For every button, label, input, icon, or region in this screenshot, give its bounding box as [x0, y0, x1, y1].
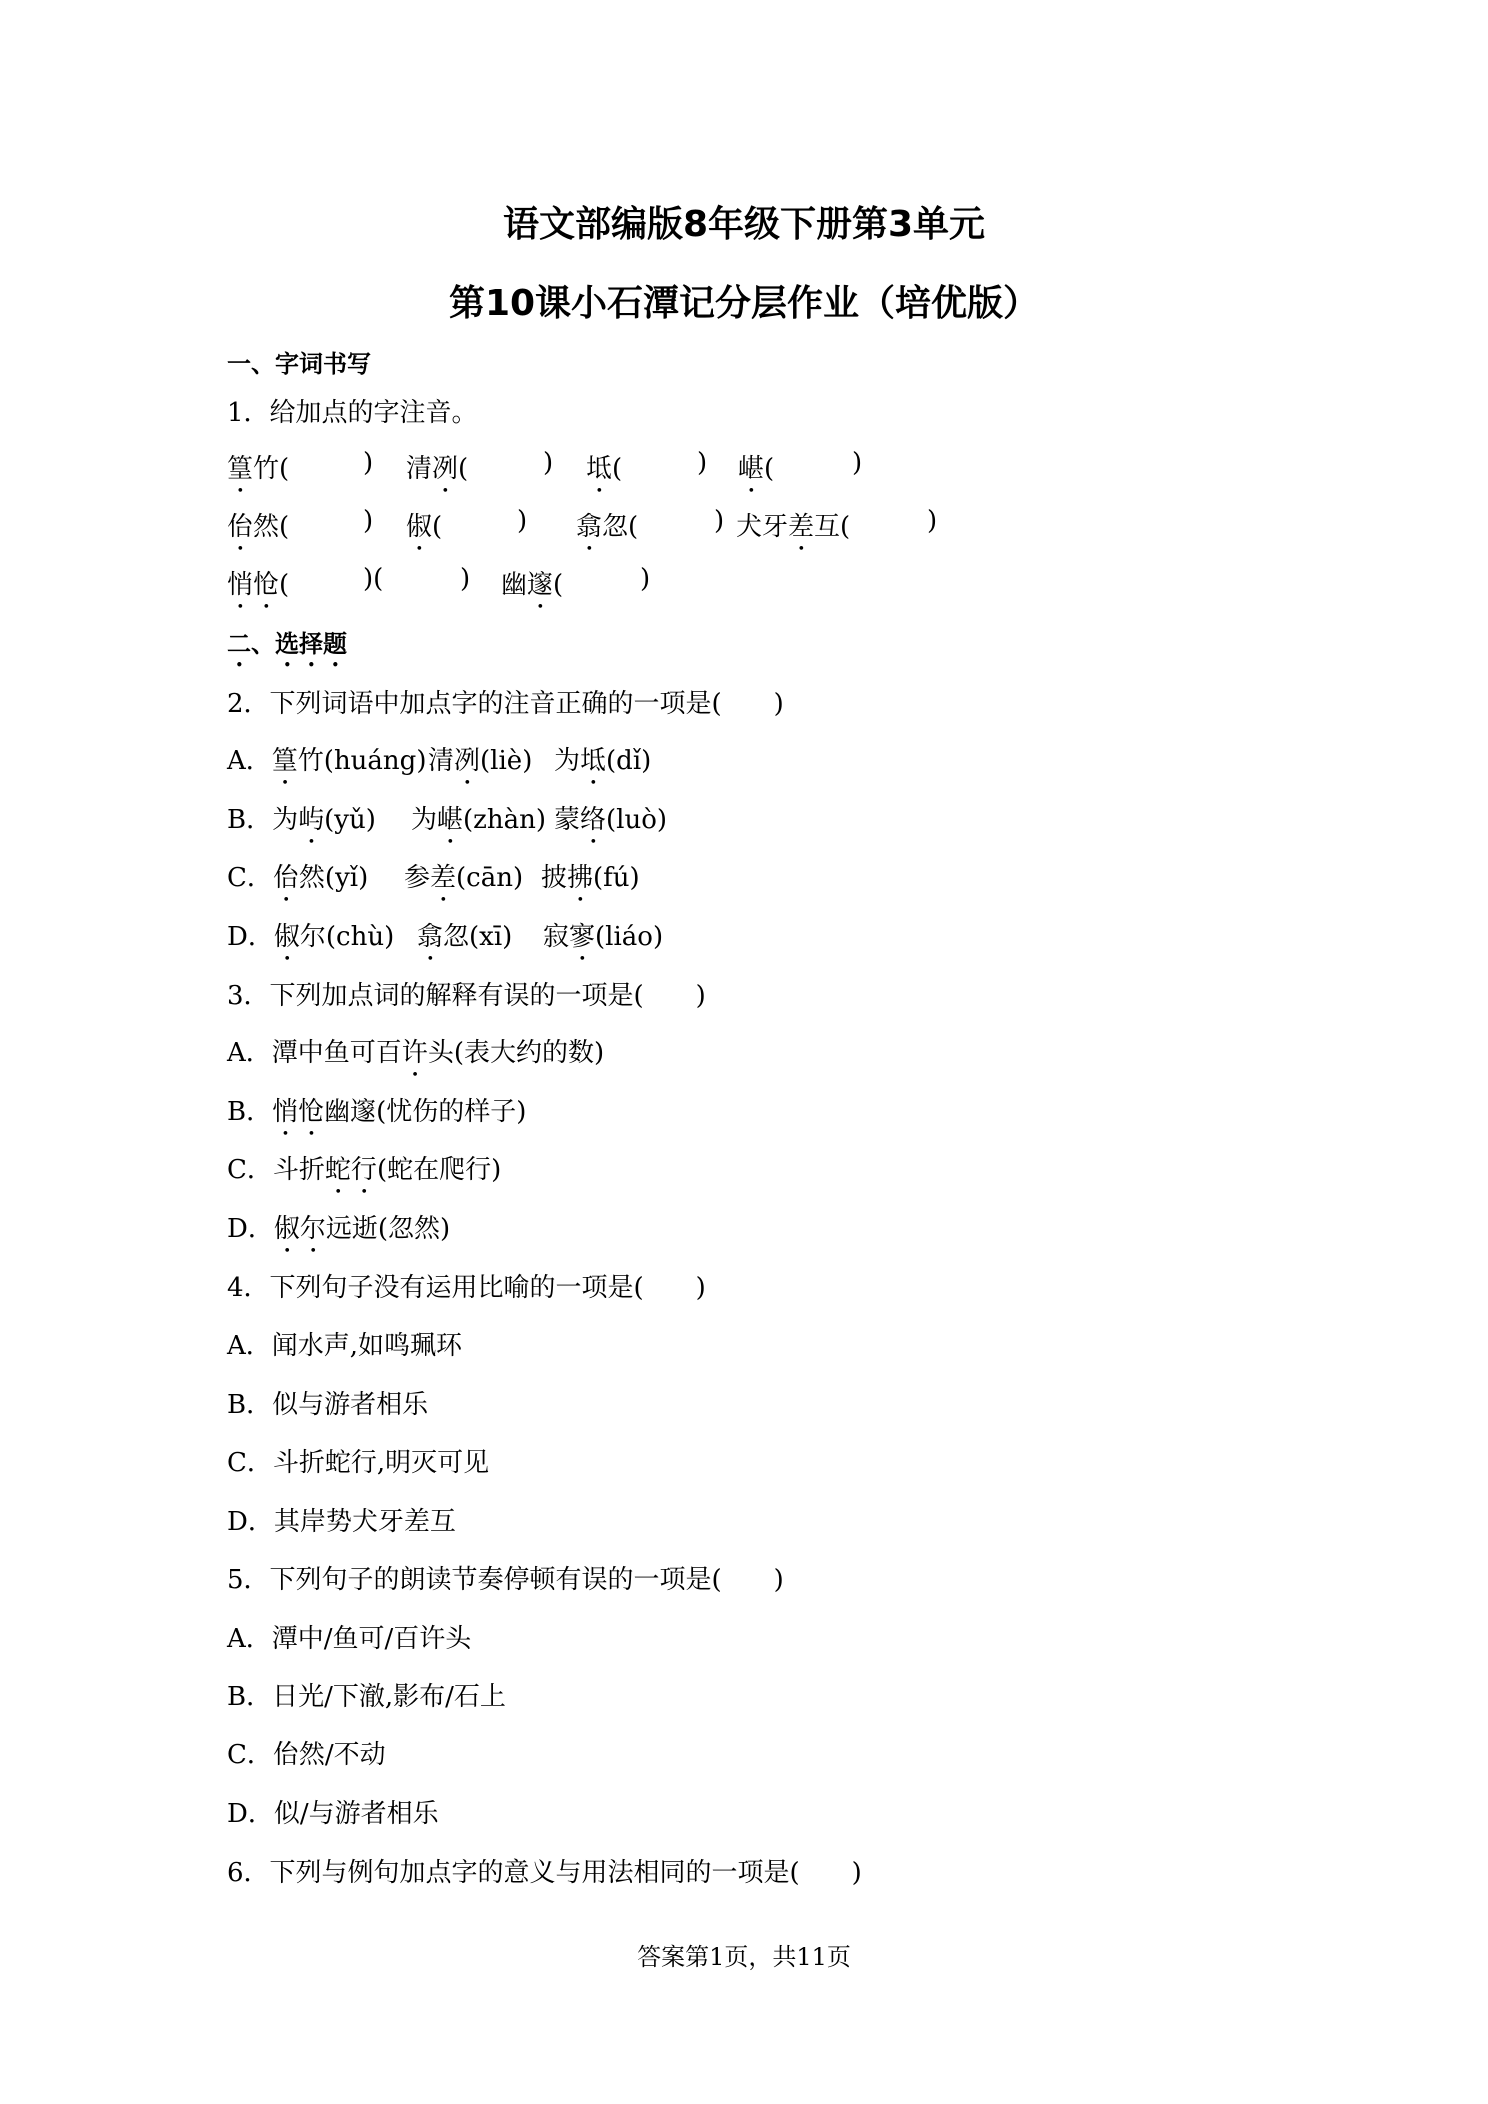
q4-option-a: A．闻水声,如鸣珮环	[227, 1331, 463, 1361]
q1-item-2: 清冽(	[406, 454, 469, 484]
q1-item-3: 坻(	[586, 454, 623, 484]
q1-item-1-close: )	[363, 448, 374, 478]
q1-item-7-close: )	[714, 506, 725, 536]
q5-option-b: B．日光/下澈,影布/石上	[227, 1682, 506, 1712]
q1-item-8-close: )	[927, 506, 938, 536]
q4-option-d: D．其岸势犬牙差互	[227, 1507, 456, 1537]
q1-item-6: 俶(	[406, 512, 443, 542]
q2-option-c: C．佁然(yǐ)	[227, 863, 369, 893]
q2-option-a-item3: 为坻(dǐ)	[554, 746, 652, 776]
question-4-stem: 4．下列句子没有运用比喻的一项是( )	[227, 1273, 706, 1303]
question-2-stem: 2．下列词语中加点字的注音正确的一项是( )	[227, 689, 784, 719]
q5-option-d: D．似/与游者相乐	[227, 1799, 439, 1829]
q5-option-a: A．潭中/鱼可/百许头	[227, 1624, 472, 1654]
q2-option-d-item3: 寂寥(liáo)	[543, 922, 664, 952]
q1-item-7: 翕忽(	[576, 512, 639, 542]
q2-option-a: A．篁竹(huáng)	[227, 746, 427, 776]
q1-item-6-close: )	[517, 506, 528, 536]
q1-item-10: 幽邃(	[501, 570, 564, 600]
q1-item-5: 佁然(	[227, 512, 290, 542]
question-6-stem: 6．下列与例句加点字的意义与用法相同的一项是( )	[227, 1858, 862, 1888]
q2-option-a-item2: 清冽(liè)	[428, 746, 533, 776]
q1-item-4: 嵁(	[738, 454, 775, 484]
q4-option-c: C．斗折蛇行,明灭可见	[227, 1448, 490, 1478]
q1-item-10-close: )	[640, 564, 651, 594]
q1-item-8: 犬牙差互(	[736, 512, 851, 542]
q2-option-b-item2: 为嵁(zhàn)	[411, 805, 547, 835]
q2-option-c-item3: 披拂(fú)	[541, 863, 640, 893]
q5-option-c: C．佁然/不动	[227, 1740, 386, 1770]
q3-option-c: C．斗折蛇行(蛇在爬行)	[227, 1155, 502, 1185]
section-heading-vocabulary: 一、字词书写	[227, 350, 371, 378]
q1-item-2-close: )	[543, 448, 554, 478]
q2-option-d: D．俶尔(chù)	[227, 922, 395, 952]
q1-item-9-mid: )(	[363, 564, 384, 594]
q3-option-a: A．潭中鱼可百许头(表大约的数)	[227, 1038, 605, 1068]
q2-option-b-item3: 蒙络(luò)	[554, 805, 668, 835]
q3-option-d: D．俶尔远逝(忽然)	[227, 1214, 451, 1244]
question-3-stem: 3．下列加点词的解释有误的一项是( )	[227, 981, 706, 1011]
q3-option-b: B．悄怆幽邃(忧伤的样子)	[227, 1097, 527, 1127]
q1-item-5-close: )	[363, 506, 374, 536]
document-title-line1: 语文部编版8年级下册第3单元	[502, 204, 986, 245]
document-title-line2: 第10课小石潭记分层作业（培优版）	[448, 283, 1040, 324]
question-5-stem: 5．下列句子的朗读节奏停顿有误的一项是( )	[227, 1565, 784, 1595]
q4-option-b: B．似与游者相乐	[227, 1390, 429, 1420]
q1-item-9: 悄怆(	[227, 570, 290, 600]
q1-item-3-close: )	[697, 448, 708, 478]
q2-option-b: B．为屿(yǔ)	[227, 805, 376, 835]
section-heading-multiple-choice: 二、选择题	[227, 630, 347, 658]
q2-option-d-item2: 翕忽(xī)	[417, 922, 513, 952]
q1-item-4-close: )	[852, 448, 863, 478]
q2-option-c-item2: 参差(cān)	[404, 863, 524, 893]
q1-item-9-close: )	[460, 564, 471, 594]
page-footer: 答案第1页，共11页	[637, 1943, 851, 1971]
q1-item-1: 篁竹(	[227, 454, 290, 484]
question-1-stem: 1．给加点的字注音。	[227, 398, 478, 428]
